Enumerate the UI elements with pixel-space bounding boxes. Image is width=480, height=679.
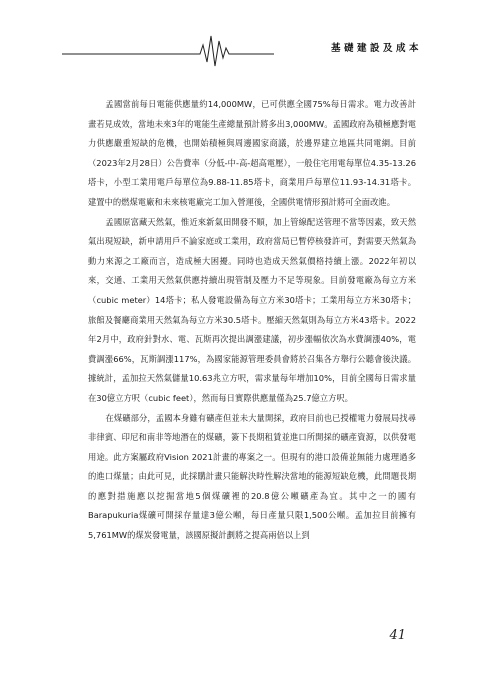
page-number: 41 bbox=[389, 628, 406, 643]
running-header bbox=[62, 28, 422, 68]
paragraph-coal: 在煤礦部分，孟國本身雖有礦產但並未大量開採，政府目前也已授權電力發展局找尋非律賓、印尼和南非等地潛在的煤礦，簽下長期租賃並進口所開採的礦產資源，以供發電用途。此方案屬政府Vision 2021計畫的專案之一。但現有的港口設備並無能力處理過多的進口煤量；由此可見，此採購計畫只能解決時性解決當地的能源短缺危機，此問題長期的應對措施應以挖掘當地5個煤礦裡的20.8億公噸礦產為宜。其中之一的國有Barapukuria煤礦可開採存量達3億公噸，每日產量只限1,500公噸。孟加拉目前擁有5,761MW的煤炭發電量，該國原擬計劃將之提高兩倍以上到 bbox=[88, 412, 416, 541]
body-text bbox=[88, 95, 416, 546]
section-title: 基礎建設及成本 bbox=[330, 43, 422, 54]
paragraph-electricity: 孟國當前每日電能供應量約14,000MW，已可供應全國75%每日需求。電力改善計畫若見成效，當地未來3年的電能生產總量預計將多出3,000MW。孟國政府為積極應對電力供應嚴重短缺的危機，也開始積極與周邊國家商議，於邊界建立地區共同電網。目前（2023年2月28日）公告費率（分低-中-高-超高電壓），一般住宅用電每單位4.35-13.26塔卡，小型工業用電戶每單位為9.88-11.85塔卡，商業用戶每單位11.93-14.31塔卡。建置中的燃煤電廠和未來核電廠完工加入營運後，全國供電情形預計將可全面改進。 bbox=[88, 99, 416, 207]
paragraph-natural-gas: 孟國原富藏天然氣，惟近來新氣田開發不順，加上管線配送管理不當等因素，致天然氣出現短缺，新申請用戶不論家庭或工業用，政府當局已暫停核發許可，對需要天然氣為動力來源之工廠而言，造成極大困擾。同時也造成天然氣價格持續上漲。2022年初以來，交通、工業用天然氣供應持續出現管制及壓力不足等現象。目前發電廠為每立方米（cubic meter）14塔卡；私人發電設備為每立方米30塔卡；工業用每立方米30塔卡；旅館及餐廳商業用天然氣為每立方米30.5塔卡。壓縮天然氣則為每立方米43塔卡。2022年2月中，政府針對水、電、瓦斯再次提出調漲建議，初步漲幅依次為水費調漲40%，電費調漲66%，瓦斯調漲117%，為國家能源管理委員會將於召集各方舉行公聽會後決議。據統計，孟加拉天然氣儲量10.63兆立方呎，需求量每年增加10%，目前全國每日需求量在30億立方呎（cubic feet），然而每日實際供應量僅為25.7億立方呎。 bbox=[88, 216, 416, 403]
